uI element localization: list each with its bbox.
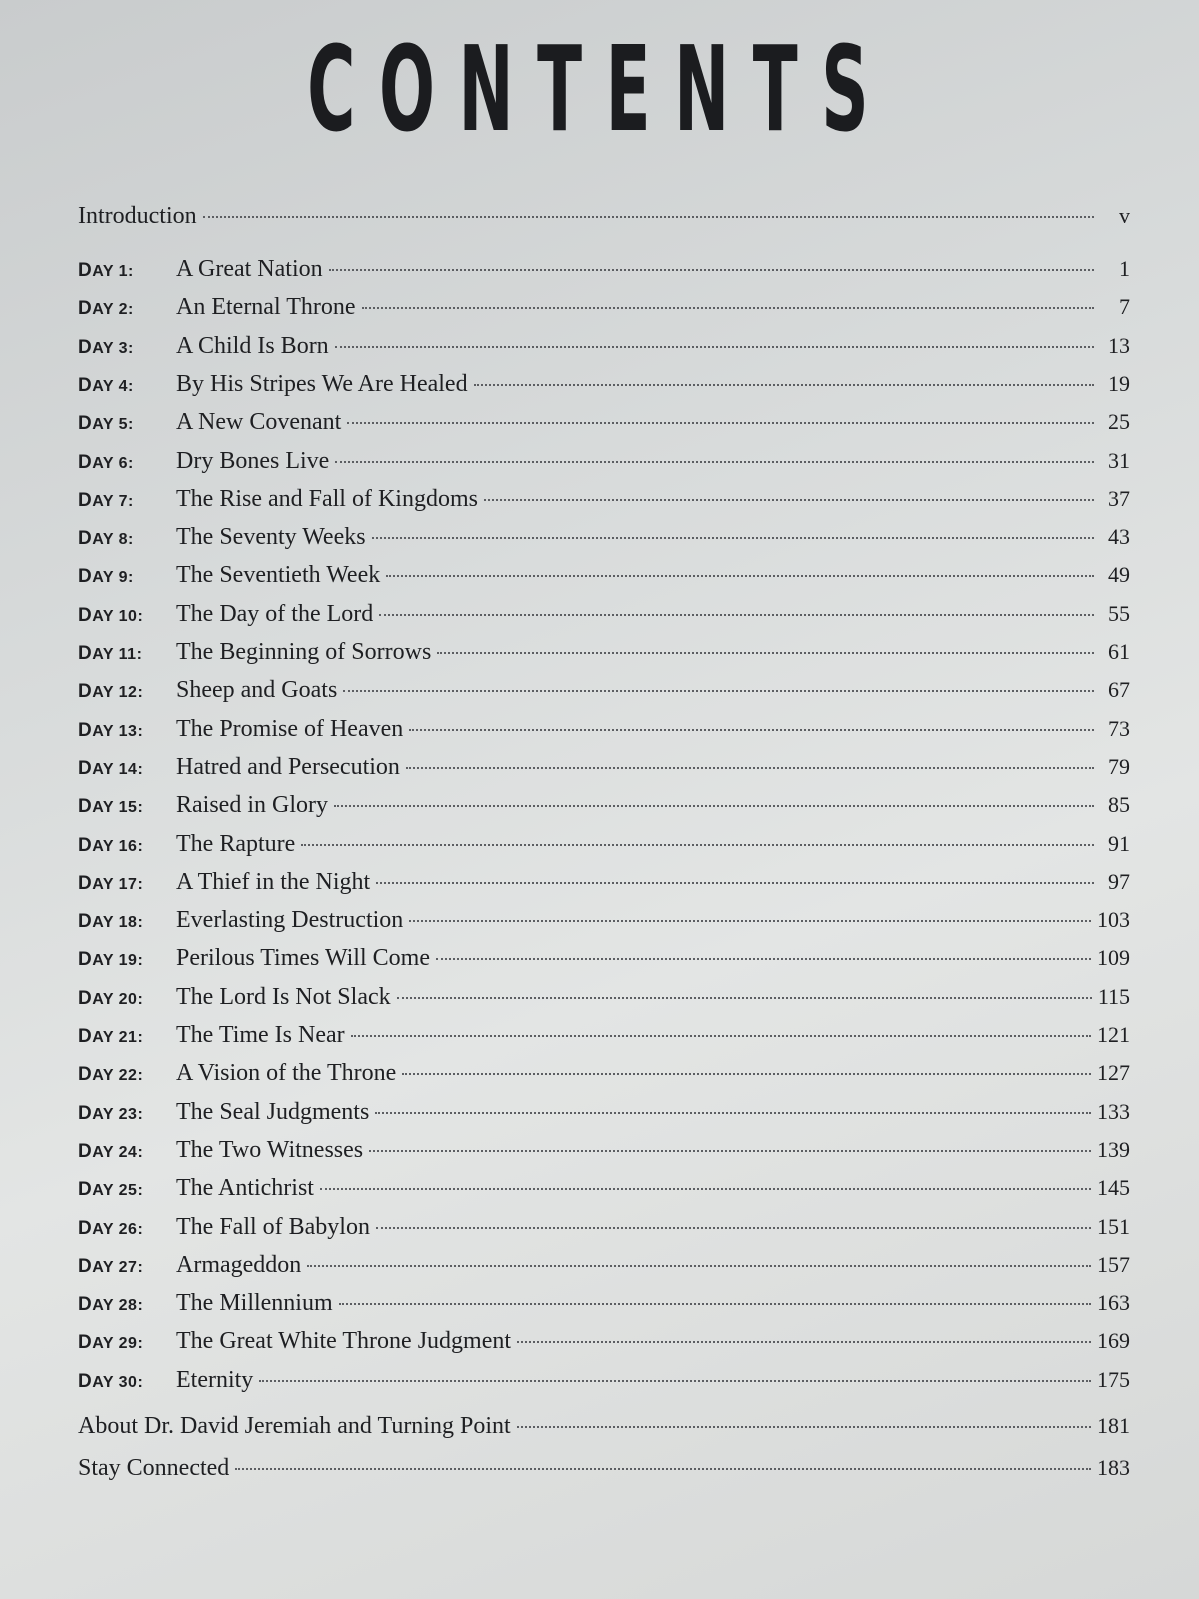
toc-entry-day[interactable] [78, 409, 1130, 439]
day-label: DAY 11: [78, 643, 143, 664]
toc-entry-day[interactable] [78, 294, 1130, 324]
entry-title: Everlasting Destruction [176, 907, 404, 933]
toc-entry-day[interactable] [78, 333, 1130, 363]
dot-leader [402, 1073, 1091, 1075]
page-number: 109 [1097, 945, 1130, 970]
page-number: 13 [1108, 333, 1130, 358]
entry-title: The Day of the Lord [176, 601, 374, 627]
entry-title: Raised in Glory [176, 792, 328, 818]
dot-leader [343, 690, 1094, 692]
day-label: DAY 25: [78, 1179, 144, 1200]
page-number: 79 [1108, 754, 1130, 779]
entry-title: A Thief in the Night [176, 869, 371, 895]
toc-entry-front[interactable] [78, 203, 1130, 233]
dot-leader [409, 920, 1091, 922]
toc-entry-day[interactable] [78, 754, 1130, 784]
page-number: 7 [1119, 294, 1130, 319]
toc-entry-back[interactable] [78, 1413, 1130, 1443]
dot-leader [301, 844, 1094, 846]
toc-entry-day[interactable] [78, 1290, 1130, 1320]
entry-title: A Child Is Born [176, 333, 329, 359]
dot-leader [376, 882, 1094, 884]
day-label: DAY 19: [78, 949, 144, 970]
day-label: DAY 9: [78, 566, 134, 587]
day-label: DAY 16: [78, 835, 144, 856]
dot-leader [517, 1341, 1091, 1343]
day-label: DAY 14: [78, 758, 144, 779]
day-label: DAY 12: [78, 681, 144, 702]
page-number: 139 [1097, 1137, 1130, 1162]
page-number: 91 [1108, 831, 1130, 856]
entry-title: Eternity [176, 1367, 254, 1393]
page-number: 115 [1097, 984, 1130, 1009]
page-number: 175 [1097, 1367, 1130, 1392]
entry-title: By His Stripes We Are Healed [176, 371, 468, 397]
day-label: DAY 7: [78, 490, 134, 511]
day-label: DAY 18: [78, 911, 144, 932]
page-number: 103 [1097, 907, 1130, 932]
day-label: DAY 2: [78, 298, 134, 319]
dot-leader [484, 499, 1094, 501]
entry-title: The Great White Throne Judgment [176, 1328, 512, 1354]
day-label: DAY 8: [78, 528, 134, 549]
entry-title: Hatred and Persecution [176, 754, 400, 780]
entry-title: A New Covenant [176, 409, 342, 435]
dot-leader [259, 1380, 1091, 1382]
page-number: 183 [1097, 1455, 1130, 1480]
toc-entry-day[interactable] [78, 639, 1130, 669]
dot-leader [375, 1112, 1091, 1114]
dot-leader [517, 1426, 1091, 1428]
toc-entry-day[interactable] [78, 1022, 1130, 1052]
toc-entry-day[interactable] [78, 831, 1130, 861]
dot-leader [362, 307, 1095, 309]
toc-entry-back[interactable] [78, 1455, 1130, 1485]
page-number: 133 [1097, 1099, 1130, 1124]
page-number: 127 [1097, 1060, 1130, 1085]
day-label: DAY 6: [78, 452, 134, 473]
entry-title: The Seventieth Week [176, 562, 381, 588]
entry-title: Perilous Times Will Come [176, 945, 430, 971]
day-label: DAY 26: [78, 1218, 144, 1239]
page-number: 169 [1097, 1328, 1130, 1353]
day-label: DAY 27: [78, 1256, 144, 1277]
page-number: v [1119, 203, 1130, 228]
day-label: DAY 17: [78, 873, 144, 894]
toc-entry-day[interactable] [78, 1137, 1130, 1167]
toc-entry-day[interactable] [78, 869, 1130, 899]
dot-leader [335, 346, 1094, 348]
toc-entry-day[interactable] [78, 1060, 1130, 1090]
page-number: 49 [1108, 562, 1130, 587]
dot-leader [474, 384, 1094, 386]
day-label: DAY 21: [78, 1026, 144, 1047]
toc-entry-day[interactable] [78, 792, 1130, 822]
dot-leader [376, 1227, 1091, 1229]
entry-title: The Time Is Near [176, 1022, 345, 1048]
page-title: CONTENTS [307, 20, 893, 158]
dot-leader [307, 1265, 1091, 1267]
entry-title: An Eternal Throne [176, 294, 356, 320]
dot-leader [386, 575, 1094, 577]
entry-title: The Antichrist [176, 1175, 314, 1201]
day-label: DAY 1: [78, 260, 134, 281]
dot-leader [369, 1150, 1091, 1152]
entry-title: The Rise and Fall of Kingdoms [176, 486, 478, 512]
page-number: 181 [1097, 1413, 1130, 1438]
toc-entry-day[interactable] [78, 562, 1130, 592]
dot-leader [437, 652, 1094, 654]
toc-entry-day[interactable] [78, 907, 1130, 937]
dot-leader [406, 767, 1094, 769]
toc-entry-day[interactable] [78, 984, 1130, 1014]
dot-leader [397, 997, 1092, 999]
entry-title: The Two Witnesses [176, 1137, 364, 1163]
day-label: DAY 13: [78, 720, 144, 741]
dot-leader [409, 729, 1094, 731]
toc-entry-day[interactable] [78, 945, 1130, 975]
toc-entry-day[interactable] [78, 1214, 1130, 1244]
entry-title: The Lord Is Not Slack [176, 984, 391, 1010]
page-number: 145 [1097, 1175, 1130, 1200]
entry-title: The Seventy Weeks [176, 524, 366, 550]
entry-title: Armageddon [176, 1252, 302, 1278]
day-label: DAY 28: [78, 1294, 144, 1315]
toc-entry-day[interactable] [78, 448, 1130, 478]
dot-leader [203, 216, 1094, 218]
toc-entry-day[interactable] [78, 1175, 1130, 1205]
entry-title: A Great Nation [176, 256, 323, 282]
page-number: 151 [1097, 1214, 1130, 1239]
toc-entry-day[interactable] [78, 1099, 1130, 1129]
entry-title: Sheep and Goats [176, 677, 338, 703]
dot-leader [334, 805, 1094, 807]
dot-leader [436, 958, 1091, 960]
dot-leader [379, 614, 1094, 616]
dot-leader [335, 461, 1094, 463]
toc-entry-day[interactable] [78, 486, 1130, 516]
toc-entry-day[interactable] [78, 601, 1130, 631]
entry-title: The Beginning of Sorrows [176, 639, 432, 665]
entry-title: The Millennium [176, 1290, 333, 1316]
page-number: 61 [1108, 639, 1130, 664]
day-label: DAY 10: [78, 605, 144, 626]
dot-leader [339, 1303, 1091, 1305]
toc-entry-day[interactable] [78, 256, 1130, 286]
page-number: 121 [1097, 1022, 1130, 1047]
entry-title: Stay Connected [78, 1455, 230, 1481]
day-label: DAY 23: [78, 1103, 144, 1124]
dot-leader [372, 537, 1094, 539]
toc-entry-day[interactable] [78, 1367, 1130, 1397]
toc-entry-day[interactable] [78, 524, 1130, 554]
entry-title: A Vision of the Throne [176, 1060, 397, 1086]
toc-entry-day[interactable] [78, 716, 1130, 746]
day-label: DAY 29: [78, 1332, 144, 1353]
toc-entry-day[interactable] [78, 1252, 1130, 1282]
entry-title: About Dr. David Jeremiah and Turning Point [78, 1413, 511, 1439]
page-number: 25 [1108, 409, 1130, 434]
day-label: DAY 20: [78, 988, 144, 1009]
page-number: 31 [1108, 448, 1130, 473]
entry-title: Introduction [78, 203, 197, 229]
day-label: DAY 30: [78, 1371, 144, 1392]
toc-entry-day[interactable] [78, 1328, 1130, 1358]
toc-entry-day[interactable] [78, 371, 1130, 401]
page-number: 157 [1097, 1252, 1130, 1277]
day-label: DAY 22: [78, 1064, 144, 1085]
entry-title: The Fall of Babylon [176, 1214, 370, 1240]
dot-leader [347, 422, 1094, 424]
entry-title: Dry Bones Live [176, 448, 330, 474]
dot-leader [235, 1468, 1091, 1470]
dot-leader [329, 269, 1094, 271]
day-label: DAY 15: [78, 796, 144, 817]
entry-title: The Seal Judgments [176, 1099, 370, 1125]
page-number: 43 [1108, 524, 1130, 549]
toc-entry-day[interactable] [78, 677, 1130, 707]
dot-leader [351, 1035, 1091, 1037]
day-label: DAY 5: [78, 413, 134, 434]
page-number: 19 [1108, 371, 1130, 396]
page-number: 37 [1108, 486, 1130, 511]
entry-title: The Promise of Heaven [176, 716, 404, 742]
page-number: 97 [1108, 869, 1130, 894]
dot-leader [320, 1188, 1091, 1190]
page-number: 73 [1108, 716, 1130, 741]
page-number: 163 [1097, 1290, 1130, 1315]
day-label: DAY 3: [78, 337, 134, 358]
day-label: DAY 4: [78, 375, 134, 396]
page-number: 1 [1119, 256, 1130, 281]
page-number: 55 [1108, 601, 1130, 626]
page-number: 67 [1108, 677, 1130, 702]
entry-title: The Rapture [176, 831, 296, 857]
day-label: DAY 24: [78, 1141, 144, 1162]
page-number: 85 [1108, 792, 1130, 817]
